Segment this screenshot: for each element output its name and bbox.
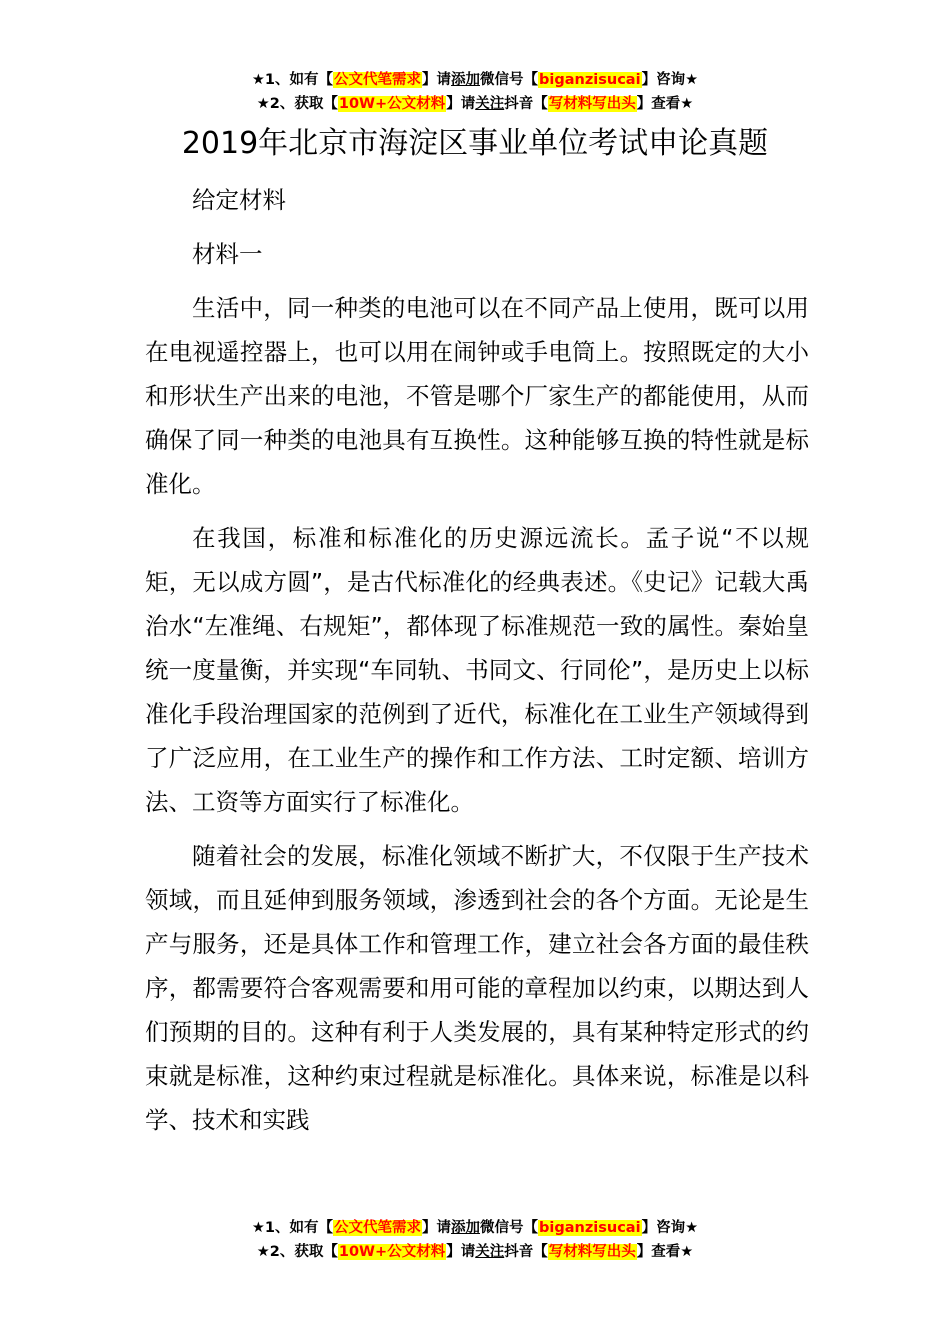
document-title: 2019年北京市海淀区事业单位考试申论真题 [181,126,769,161]
highlight-materials: 10W+公文材料 [338,1244,446,1260]
banner-text: 微信号【 [480,1220,539,1236]
banner-text: 】查看★ [636,1244,694,1260]
section-heading: 给定材料 [192,186,286,214]
banner-text: 】查看★ [636,96,694,112]
material-heading: 材料一 [192,240,263,268]
highlight-service: 公文代笔需求 [334,72,422,88]
banner-text: 】咨询★ [641,1220,699,1236]
footer-banner [0,1216,950,1264]
banner-line-2 [0,1240,950,1264]
banner-line-1 [0,68,950,92]
banner-line-1 [0,1216,950,1240]
banner-text: 抖音【 [504,1244,548,1260]
document-body [145,178,809,1152]
paragraph: 生活中，同一种类的电池可以在不同产品上使用，既可以用在电视遥控器上，也可以用在闹钟或手电筒上。按照既定的大小和形状生产出来的电池，不管是哪个厂家生产的都能使用，从而确保了同一种类的电池具有互换性。这种能够互换的特性就是标准化。 [145,294,809,498]
banner-text: 抖音【 [504,96,548,112]
banner-underlined-text: 添加 [451,1220,481,1236]
banner-underlined-text: 添加 [451,72,481,88]
banner-line-2 [0,92,950,116]
highlight-douyin-account: 写材料写出头 [548,96,636,112]
header-banner [0,68,950,116]
banner-text: 微信号【 [480,72,539,88]
banner-text: 】咨询★ [641,72,699,88]
highlight-wechat-id: biganzisucai [539,1220,641,1236]
highlight-wechat-id: biganzisucai [539,72,641,88]
banner-underlined-text: 关注 [475,96,505,112]
paragraph: 在我国，标准和标准化的历史源远流长。孟子说“不以规矩，无以成方圆”，是古代标准化的经典表述。《史记》记载大禹治水“左准绳、右规矩”，都体现了标准规范一致的属性。秦始皇统一度量衡，并实现“车同轨、书同文、行同伦”，是历史上以标准化手段治理国家的范例到了近代，标准化在工业生产领域得到了广泛应用，在工业生产的操作和工作方法、工时定额、培训方法、工资等方面实行了标准化。 [145,524,809,816]
banner-underlined-text: 关注 [475,1244,505,1260]
highlight-materials: 10W+公文材料 [338,96,446,112]
banner-text: ★2、获取【 [256,1244,338,1260]
highlight-service: 公文代笔需求 [334,1220,422,1236]
highlight-douyin-account: 写材料写出头 [548,1244,636,1260]
paragraph: 随着社会的发展，标准化领域不断扩大，不仅限于生产技术领域，而且延伸到服务领域，渗透到社会的各个方面。无论是生产与服务，还是具体工作和管理工作，建立社会各方面的最佳秩序，都需要符合客观需要和用可能的章程加以约束，以期达到人们预期的目的。这种有利于人类发展的，具有某种特定形式的约束就是标准，这种约束过程就是标准化。具体来说，标准是以科学、技术和实践 [145,842,809,1134]
banner-text: ★2、获取【 [256,96,338,112]
banner-text: ★1、如有【 [251,72,334,88]
banner-text: 】请 [422,1220,452,1236]
banner-text: ★1、如有【 [251,1220,334,1236]
banner-text: 】请 [446,1244,476,1260]
banner-text: 】请 [422,72,452,88]
banner-text: 】请 [446,96,476,112]
